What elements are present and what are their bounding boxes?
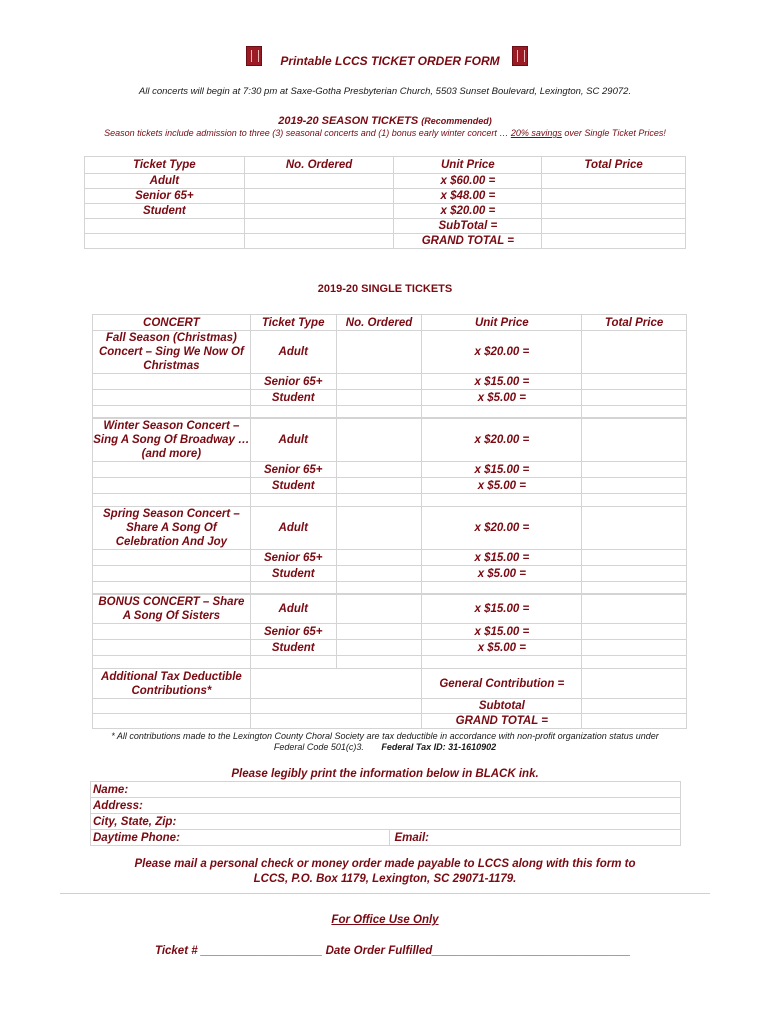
qty-input[interactable]: [336, 390, 422, 406]
single-grand-total-label: GRAND TOTAL =: [422, 714, 582, 729]
date-fulfilled-blank[interactable]: _______________________________: [432, 945, 631, 957]
qty-input[interactable]: [336, 418, 422, 462]
empty-cell: [93, 624, 251, 640]
mail-line-2: LCCS, P.O. Box 1179, Lexington, SC 29071-1179.: [253, 873, 517, 885]
spacer-cell: [250, 494, 336, 507]
ticket-type-student: Student: [250, 566, 336, 582]
ticket-type-senior: Senior 65+: [250, 374, 336, 390]
ticket-type-adult: Adult: [250, 418, 336, 462]
address-field-label[interactable]: Address:: [91, 798, 681, 814]
empty-cell: [85, 234, 245, 249]
unit-price: x $15.00 =: [422, 624, 582, 640]
mail-instructions: [0, 857, 770, 887]
season-grand-total-value[interactable]: [542, 234, 686, 249]
season-col-no-ordered: No. Ordered: [244, 157, 394, 174]
single-heading: 2019-20 SINGLE TICKETS: [317, 283, 453, 295]
total-input[interactable]: [582, 566, 687, 582]
unit-price: x $20.00 =: [422, 418, 582, 462]
total-input[interactable]: [582, 594, 687, 624]
season-col-total-price: Total Price: [542, 157, 686, 174]
office-use-heading: For Office Use Only: [331, 914, 439, 926]
contact-info-table: [90, 781, 681, 846]
ticket-type-senior: Senior 65+: [250, 462, 336, 478]
season-adult-qty[interactable]: [244, 174, 394, 189]
concert-block-bonus: [92, 593, 687, 669]
unit-price: x $5.00 =: [422, 478, 582, 494]
season-adult-total[interactable]: [542, 174, 686, 189]
qty-input[interactable]: [336, 507, 422, 550]
empty-cell: [85, 219, 245, 234]
total-input[interactable]: [582, 374, 687, 390]
daytime-phone-field-label[interactable]: Daytime Phone:: [91, 830, 390, 846]
empty-cell: [93, 699, 251, 714]
unit-price: x $15.00 =: [422, 550, 582, 566]
season-grand-total-label: GRAND TOTAL =: [394, 234, 542, 249]
empty-cell: [93, 478, 251, 494]
spacer-cell: [93, 656, 251, 669]
flag-icon-left: [246, 46, 262, 66]
concert-name: Winter Season Concert – Sing A Song Of Broadway … (and more): [93, 419, 250, 460]
ticket-number-blank[interactable]: ___________________: [200, 945, 323, 957]
season-type-senior: Senior 65+: [85, 189, 245, 204]
season-type-student: Student: [85, 204, 245, 219]
total-input[interactable]: [582, 507, 687, 550]
unit-price: x $15.00 =: [422, 594, 582, 624]
contribution-table: [92, 668, 687, 729]
concert-block-spring: [92, 506, 687, 595]
spacer-cell: [422, 656, 582, 669]
spacer-cell: [336, 656, 422, 669]
general-contribution-label: General Contribution =: [422, 669, 582, 699]
unit-price: x $20.00 =: [422, 507, 582, 550]
qty-input[interactable]: [336, 594, 422, 624]
empty-cell: [93, 640, 251, 656]
empty-cell: [93, 462, 251, 478]
empty-cell: [93, 550, 251, 566]
total-input[interactable]: [582, 478, 687, 494]
qty-input[interactable]: [336, 462, 422, 478]
empty-cell: [250, 669, 422, 699]
spacer-cell: [336, 494, 422, 507]
season-col-ticket-type: Ticket Type: [85, 157, 245, 174]
date-fulfilled-label: Date Order Fulfilled: [325, 945, 433, 957]
total-input[interactable]: [582, 640, 687, 656]
ticket-type-student: Student: [250, 640, 336, 656]
qty-input[interactable]: [336, 550, 422, 566]
single-subtotal-label: Subtotal: [422, 699, 582, 714]
empty-cell: [93, 714, 251, 729]
unit-price: x $15.00 =: [422, 374, 582, 390]
spacer-cell: [582, 494, 687, 507]
season-subtotal-value[interactable]: [542, 219, 686, 234]
office-use-fields: [155, 945, 631, 957]
total-input[interactable]: [582, 418, 687, 462]
empty-cell: [244, 234, 394, 249]
spacer-cell: [93, 494, 251, 507]
total-input[interactable]: [582, 390, 687, 406]
season-senior-price: x $48.00 =: [394, 189, 542, 204]
season-student-price: x $20.00 =: [394, 204, 542, 219]
season-col-unit-price: Unit Price: [394, 157, 542, 174]
mail-line-1: Please mail a personal check or money order made payable to LCCS along with this form to: [134, 858, 636, 870]
print-instruction: Please legibly print the information below in BLACK ink.: [231, 768, 539, 780]
empty-cell: [250, 699, 422, 714]
ticket-type-adult: Adult: [250, 331, 336, 374]
season-student-qty[interactable]: [244, 204, 394, 219]
unit-price: x $5.00 =: [422, 566, 582, 582]
spacer-cell: [582, 656, 687, 669]
total-input[interactable]: [582, 331, 687, 374]
single-col-total-price: Total Price: [582, 315, 687, 331]
season-heading: 2019-20 SEASON TICKETS (Recommended): [278, 115, 492, 127]
qty-input[interactable]: [336, 566, 422, 582]
season-note: Season tickets include admission to three (3) seasonal concerts and (1) bonus early winter concert … 20% savings over Single Ticket Prices!: [104, 128, 666, 138]
single-col-concert: CONCERT: [93, 315, 251, 331]
city-state-zip-field-label[interactable]: City, State, Zip:: [91, 814, 681, 830]
concert-name: Spring Season Concert – Share A Song Of Celebration And Joy: [93, 507, 251, 550]
empty-cell: [93, 390, 251, 406]
ticket-type-student: Student: [250, 478, 336, 494]
qty-input[interactable]: [336, 331, 422, 374]
empty-cell: [93, 374, 251, 390]
unit-price: x $5.00 =: [422, 640, 582, 656]
empty-cell: [244, 219, 394, 234]
ticket-type-senior: Senior 65+: [250, 624, 336, 640]
season-tickets-table: [84, 156, 686, 249]
email-field-label[interactable]: Email:: [390, 830, 681, 846]
concert-name: Fall Season (Christmas) Concert – Sing We Now Of Christmas: [93, 331, 251, 374]
total-input[interactable]: [582, 550, 687, 566]
qty-input[interactable]: [336, 478, 422, 494]
concert-name: BONUS CONCERT – Share A Song Of Sisters: [93, 594, 251, 624]
concert-block-fall: [92, 330, 687, 419]
season-adult-price: x $60.00 =: [394, 174, 542, 189]
unit-price: x $15.00 =: [422, 462, 582, 478]
single-col-ticket-type: Ticket Type: [250, 315, 336, 331]
tax-footnote-line2: Federal Code 501(c)3. Federal Tax ID: 31-1610902: [273, 742, 497, 752]
tax-footnote: [84, 731, 686, 753]
contribution-label: Additional Tax Deductible Contributions*: [93, 669, 251, 699]
empty-cell: [250, 714, 422, 729]
total-input[interactable]: [582, 624, 687, 640]
ticket-type-student: Student: [250, 390, 336, 406]
ticket-type-adult: Adult: [250, 507, 336, 550]
season-type-adult: Adult: [85, 174, 245, 189]
flag-icon-right: [512, 46, 528, 66]
single-tickets-table: [92, 314, 687, 331]
tax-footnote-line1: * All contributions made to the Lexington County Choral Society are tax deductible in accordance with non-profit organization status under: [111, 731, 659, 741]
divider: [60, 893, 710, 894]
concert-block-winter: [92, 417, 687, 507]
qty-input[interactable]: [336, 640, 422, 656]
form-title: Printable LCCS TICKET ORDER FORM: [280, 54, 500, 68]
total-input[interactable]: [582, 462, 687, 478]
qty-input[interactable]: [336, 624, 422, 640]
empty-cell: [93, 566, 251, 582]
spacer-cell: [250, 656, 336, 669]
single-grand-total-input[interactable]: [582, 714, 687, 729]
ticket-type-senior: Senior 65+: [250, 550, 336, 566]
general-contribution-input[interactable]: [582, 669, 687, 699]
season-subtotal-label: SubTotal =: [394, 219, 542, 234]
unit-price: x $5.00 =: [422, 390, 582, 406]
single-col-no-ordered: No. Ordered: [336, 315, 422, 331]
ticket-number-label: Ticket #: [155, 945, 198, 957]
single-subtotal-input[interactable]: [582, 699, 687, 714]
spacer-cell: [422, 494, 582, 507]
season-student-total[interactable]: [542, 204, 686, 219]
name-field-label[interactable]: Name:: [91, 782, 681, 798]
season-senior-total[interactable]: [542, 189, 686, 204]
single-col-unit-price: Unit Price: [422, 315, 582, 331]
concert-location-note: All concerts will begin at 7:30 pm at Saxe-Gotha Presbyterian Church, 5503 Sunset Boulevard, Lexington, SC 29072.: [138, 86, 632, 97]
season-senior-qty[interactable]: [244, 189, 394, 204]
unit-price: x $20.00 =: [422, 331, 582, 374]
ticket-type-adult: Adult: [250, 594, 336, 624]
qty-input[interactable]: [336, 374, 422, 390]
